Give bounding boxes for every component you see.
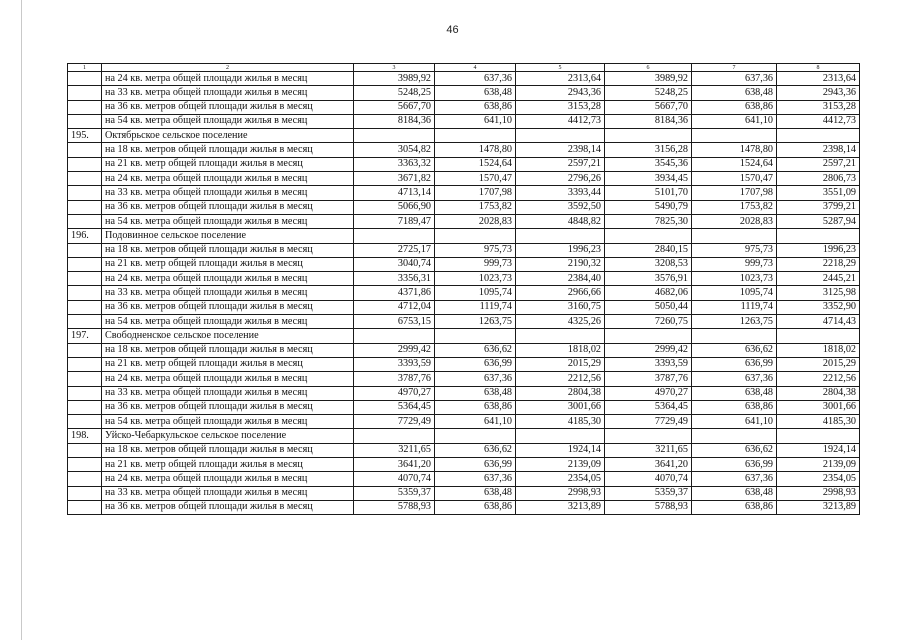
- row-description: на 24 кв. метра общей площади жилья в месяц: [102, 272, 354, 286]
- value-cell: 2015,29: [777, 357, 860, 371]
- empty-index-cell: [68, 72, 102, 86]
- value-cell: 2212,56: [516, 372, 605, 386]
- value-cell: 2398,14: [777, 143, 860, 157]
- column-header-row: [68, 64, 860, 72]
- value-cell: 975,73: [692, 243, 777, 257]
- value-cell: 638,48: [692, 386, 777, 400]
- value-cell: 1924,14: [516, 443, 605, 457]
- value-cell: 3156,28: [605, 143, 692, 157]
- row-description: на 36 кв. метров общей площади жилья в месяц: [102, 500, 354, 514]
- section-row: [68, 129, 860, 143]
- row-description: на 54 кв. метра общей площади жилья в месяц: [102, 315, 354, 329]
- value-cell: 1753,82: [692, 200, 777, 214]
- column-header: 7: [692, 64, 777, 72]
- value-cell: 3213,89: [516, 500, 605, 514]
- value-cell: 636,62: [435, 443, 516, 457]
- row-description: на 18 кв. метров общей площади жилья в месяц: [102, 143, 354, 157]
- table-row: [68, 443, 860, 457]
- row-description: на 21 кв. метр общей площади жилья в месяц: [102, 458, 354, 472]
- section-index: 196.: [68, 229, 102, 243]
- value-cell: 2840,15: [605, 243, 692, 257]
- value-cell: 2015,29: [516, 357, 605, 371]
- value-cell: 636,99: [692, 458, 777, 472]
- value-cell: 5788,93: [354, 500, 435, 514]
- value-cell: 3001,66: [516, 400, 605, 414]
- table-row: [68, 386, 860, 400]
- value-cell: 2804,38: [777, 386, 860, 400]
- value-cell: 636,99: [435, 458, 516, 472]
- value-cell: 3393,59: [354, 357, 435, 371]
- row-description: на 21 кв. метр общей площади жилья в месяц: [102, 157, 354, 171]
- table-row: [68, 315, 860, 329]
- tariff-table: [67, 63, 860, 515]
- empty-index-cell: [68, 243, 102, 257]
- empty-cell: [516, 229, 605, 243]
- value-cell: 2966,66: [516, 286, 605, 300]
- value-cell: 2190,32: [516, 257, 605, 271]
- value-cell: 5359,37: [605, 486, 692, 500]
- table-row: [68, 172, 860, 186]
- value-cell: 4970,27: [605, 386, 692, 400]
- value-cell: 4070,74: [605, 472, 692, 486]
- value-cell: 3208,53: [605, 257, 692, 271]
- value-cell: 4185,30: [777, 415, 860, 429]
- value-cell: 4371,86: [354, 286, 435, 300]
- value-cell: 2218,29: [777, 257, 860, 271]
- value-cell: 1924,14: [777, 443, 860, 457]
- table-row: [68, 486, 860, 500]
- value-cell: 636,99: [435, 357, 516, 371]
- value-cell: 2354,05: [516, 472, 605, 486]
- value-cell: 4848,82: [516, 214, 605, 228]
- value-cell: 1570,47: [692, 172, 777, 186]
- empty-cell: [605, 329, 692, 343]
- value-cell: 641,10: [435, 415, 516, 429]
- value-cell: 2999,42: [354, 343, 435, 357]
- value-cell: 4712,04: [354, 300, 435, 314]
- table-row: [68, 86, 860, 100]
- value-cell: 4185,30: [516, 415, 605, 429]
- row-description: на 36 кв. метров общей площади жилья в месяц: [102, 100, 354, 114]
- value-cell: 5066,90: [354, 200, 435, 214]
- value-cell: 1707,98: [692, 186, 777, 200]
- value-cell: 5287,94: [777, 214, 860, 228]
- column-header: 1: [68, 64, 102, 72]
- value-cell: 4714,43: [777, 315, 860, 329]
- value-cell: 4325,26: [516, 315, 605, 329]
- section-index: 197.: [68, 329, 102, 343]
- value-cell: 3545,36: [605, 157, 692, 171]
- value-cell: 3551,09: [777, 186, 860, 200]
- empty-cell: [692, 329, 777, 343]
- section-row: [68, 329, 860, 343]
- empty-cell: [777, 229, 860, 243]
- value-cell: 3352,90: [777, 300, 860, 314]
- value-cell: 1095,74: [435, 286, 516, 300]
- value-cell: 5788,93: [605, 500, 692, 514]
- value-cell: 5248,25: [605, 86, 692, 100]
- value-cell: 7189,47: [354, 214, 435, 228]
- value-cell: 637,36: [435, 472, 516, 486]
- value-cell: 1263,75: [692, 315, 777, 329]
- column-header: 3: [354, 64, 435, 72]
- value-cell: 999,73: [435, 257, 516, 271]
- table-row: [68, 243, 860, 257]
- table-row: [68, 372, 860, 386]
- row-description: на 21 кв. метр общей площади жилья в месяц: [102, 357, 354, 371]
- value-cell: 3393,44: [516, 186, 605, 200]
- row-description: на 24 кв. метра общей площади жилья в месяц: [102, 472, 354, 486]
- value-cell: 638,86: [692, 100, 777, 114]
- value-cell: 637,36: [692, 472, 777, 486]
- value-cell: 638,48: [692, 86, 777, 100]
- empty-index-cell: [68, 458, 102, 472]
- row-description: на 18 кв. метров общей площади жилья в месяц: [102, 343, 354, 357]
- value-cell: 2384,40: [516, 272, 605, 286]
- value-cell: 636,99: [692, 357, 777, 371]
- value-cell: 1119,74: [435, 300, 516, 314]
- section-row: [68, 229, 860, 243]
- empty-index-cell: [68, 172, 102, 186]
- settlement-name: Октябрьское сельское поселение: [102, 129, 354, 143]
- empty-cell: [605, 229, 692, 243]
- value-cell: 3363,32: [354, 157, 435, 171]
- value-cell: 2999,42: [605, 343, 692, 357]
- row-description: на 18 кв. метров общей площади жилья в месяц: [102, 443, 354, 457]
- column-header: 8: [777, 64, 860, 72]
- value-cell: 1119,74: [692, 300, 777, 314]
- value-cell: 2725,17: [354, 243, 435, 257]
- section-index: 198.: [68, 429, 102, 443]
- empty-index-cell: [68, 157, 102, 171]
- row-description: на 36 кв. метров общей площади жилья в месяц: [102, 400, 354, 414]
- table-row: [68, 186, 860, 200]
- value-cell: 3641,20: [354, 458, 435, 472]
- empty-index-cell: [68, 372, 102, 386]
- value-cell: 2943,36: [777, 86, 860, 100]
- value-cell: 4412,73: [516, 114, 605, 128]
- table-row: [68, 472, 860, 486]
- row-description: на 54 кв. метра общей площади жилья в месяц: [102, 214, 354, 228]
- row-description: на 54 кв. метра общей площади жилья в месяц: [102, 114, 354, 128]
- value-cell: 1996,23: [777, 243, 860, 257]
- empty-index-cell: [68, 257, 102, 271]
- value-cell: 2354,05: [777, 472, 860, 486]
- value-cell: 1818,02: [777, 343, 860, 357]
- empty-index-cell: [68, 415, 102, 429]
- value-cell: 637,36: [435, 72, 516, 86]
- value-cell: 2597,21: [777, 157, 860, 171]
- value-cell: 6753,15: [354, 315, 435, 329]
- row-description: на 24 кв. метра общей площади жилья в месяц: [102, 172, 354, 186]
- value-cell: 8184,36: [354, 114, 435, 128]
- empty-cell: [605, 429, 692, 443]
- value-cell: 4682,06: [605, 286, 692, 300]
- empty-cell: [777, 129, 860, 143]
- column-header: 4: [435, 64, 516, 72]
- value-cell: 2445,21: [777, 272, 860, 286]
- empty-index-cell: [68, 114, 102, 128]
- value-cell: 5248,25: [354, 86, 435, 100]
- value-cell: 3989,92: [605, 72, 692, 86]
- value-cell: 1707,98: [435, 186, 516, 200]
- value-cell: 3211,65: [354, 443, 435, 457]
- table-row: [68, 143, 860, 157]
- value-cell: 2998,93: [777, 486, 860, 500]
- value-cell: 2313,64: [777, 72, 860, 86]
- value-cell: 3989,92: [354, 72, 435, 86]
- table-row: [68, 114, 860, 128]
- value-cell: 637,36: [692, 372, 777, 386]
- empty-cell: [692, 129, 777, 143]
- column-header: 2: [102, 64, 354, 72]
- value-cell: 3393,59: [605, 357, 692, 371]
- table-row: [68, 400, 860, 414]
- value-cell: 3054,82: [354, 143, 435, 157]
- empty-index-cell: [68, 315, 102, 329]
- value-cell: 7729,49: [605, 415, 692, 429]
- value-cell: 2139,09: [516, 458, 605, 472]
- row-description: на 24 кв. метра общей площади жилья в месяц: [102, 372, 354, 386]
- value-cell: 3160,75: [516, 300, 605, 314]
- value-cell: 3799,21: [777, 200, 860, 214]
- value-cell: 5364,45: [354, 400, 435, 414]
- empty-cell: [435, 229, 516, 243]
- value-cell: 3213,89: [777, 500, 860, 514]
- value-cell: 7260,75: [605, 315, 692, 329]
- empty-cell: [354, 129, 435, 143]
- empty-index-cell: [68, 200, 102, 214]
- value-cell: 5667,70: [354, 100, 435, 114]
- empty-index-cell: [68, 286, 102, 300]
- value-cell: 3576,91: [605, 272, 692, 286]
- column-header: 6: [605, 64, 692, 72]
- value-cell: 2212,56: [777, 372, 860, 386]
- value-cell: 641,10: [692, 415, 777, 429]
- value-cell: 641,10: [435, 114, 516, 128]
- empty-index-cell: [68, 100, 102, 114]
- empty-index-cell: [68, 500, 102, 514]
- value-cell: 2597,21: [516, 157, 605, 171]
- value-cell: 637,36: [692, 72, 777, 86]
- value-cell: 1524,64: [692, 157, 777, 171]
- value-cell: 2398,14: [516, 143, 605, 157]
- value-cell: 3641,20: [605, 458, 692, 472]
- value-cell: 636,62: [435, 343, 516, 357]
- empty-index-cell: [68, 386, 102, 400]
- settlement-name: Подовинное сельское поселение: [102, 229, 354, 243]
- empty-index-cell: [68, 357, 102, 371]
- value-cell: 638,48: [435, 486, 516, 500]
- value-cell: 2028,83: [692, 214, 777, 228]
- table-row: [68, 300, 860, 314]
- empty-cell: [516, 129, 605, 143]
- value-cell: 638,86: [435, 100, 516, 114]
- value-cell: 638,48: [692, 486, 777, 500]
- page-number: 46: [446, 24, 459, 36]
- row-description: на 21 кв. метр общей площади жилья в месяц: [102, 257, 354, 271]
- value-cell: 2804,38: [516, 386, 605, 400]
- empty-cell: [516, 429, 605, 443]
- empty-cell: [435, 329, 516, 343]
- table-body: [68, 72, 860, 515]
- value-cell: 1023,73: [435, 272, 516, 286]
- empty-index-cell: [68, 143, 102, 157]
- value-cell: 637,36: [435, 372, 516, 386]
- row-description: на 33 кв. метра общей площади жилья в месяц: [102, 486, 354, 500]
- table-row: [68, 257, 860, 271]
- column-header: 5: [516, 64, 605, 72]
- value-cell: 5101,70: [605, 186, 692, 200]
- row-description: на 33 кв. метра общей площади жилья в месяц: [102, 86, 354, 100]
- empty-cell: [354, 329, 435, 343]
- empty-cell: [435, 429, 516, 443]
- value-cell: 3671,82: [354, 172, 435, 186]
- value-cell: 2028,83: [435, 214, 516, 228]
- value-cell: 5359,37: [354, 486, 435, 500]
- table-row: [68, 357, 860, 371]
- empty-index-cell: [68, 300, 102, 314]
- value-cell: 1753,82: [435, 200, 516, 214]
- table-row: [68, 200, 860, 214]
- value-cell: 975,73: [435, 243, 516, 257]
- value-cell: 636,62: [692, 343, 777, 357]
- row-description: на 54 кв. метра общей площади жилья в месяц: [102, 415, 354, 429]
- value-cell: 3934,45: [605, 172, 692, 186]
- settlement-name: Уйско-Чебаркульское сельское поселение: [102, 429, 354, 443]
- empty-cell: [354, 229, 435, 243]
- value-cell: 1095,74: [692, 286, 777, 300]
- table-row: [68, 214, 860, 228]
- table-row: [68, 286, 860, 300]
- value-cell: 638,48: [435, 86, 516, 100]
- value-cell: 2139,09: [777, 458, 860, 472]
- value-cell: 641,10: [692, 114, 777, 128]
- value-cell: 638,86: [692, 400, 777, 414]
- row-description: на 24 кв. метра общей площади жилья в месяц: [102, 72, 354, 86]
- value-cell: 1524,64: [435, 157, 516, 171]
- value-cell: 3153,28: [777, 100, 860, 114]
- empty-index-cell: [68, 400, 102, 414]
- section-index: 195.: [68, 129, 102, 143]
- value-cell: 3787,76: [354, 372, 435, 386]
- empty-cell: [777, 429, 860, 443]
- value-cell: 1478,80: [692, 143, 777, 157]
- table-row: [68, 157, 860, 171]
- value-cell: 7729,49: [354, 415, 435, 429]
- scan-edge: [21, 0, 22, 640]
- value-cell: 3001,66: [777, 400, 860, 414]
- value-cell: 7825,30: [605, 214, 692, 228]
- value-cell: 4412,73: [777, 114, 860, 128]
- empty-cell: [692, 229, 777, 243]
- settlement-name: Свободненское сельское поселение: [102, 329, 354, 343]
- value-cell: 4970,27: [354, 386, 435, 400]
- empty-cell: [516, 329, 605, 343]
- value-cell: 636,62: [692, 443, 777, 457]
- value-cell: 1023,73: [692, 272, 777, 286]
- value-cell: 1263,75: [435, 315, 516, 329]
- value-cell: 3125,98: [777, 286, 860, 300]
- value-cell: 3592,50: [516, 200, 605, 214]
- table-row: [68, 72, 860, 86]
- empty-index-cell: [68, 186, 102, 200]
- empty-index-cell: [68, 486, 102, 500]
- value-cell: 5364,45: [605, 400, 692, 414]
- value-cell: 2796,26: [516, 172, 605, 186]
- value-cell: 4713,14: [354, 186, 435, 200]
- value-cell: 638,48: [435, 386, 516, 400]
- empty-index-cell: [68, 214, 102, 228]
- value-cell: 1570,47: [435, 172, 516, 186]
- table-row: [68, 458, 860, 472]
- value-cell: 1996,23: [516, 243, 605, 257]
- value-cell: 5667,70: [605, 100, 692, 114]
- value-cell: 3153,28: [516, 100, 605, 114]
- value-cell: 3040,74: [354, 257, 435, 271]
- table-row: [68, 415, 860, 429]
- empty-cell: [777, 329, 860, 343]
- section-row: [68, 429, 860, 443]
- value-cell: 638,86: [692, 500, 777, 514]
- value-cell: 2313,64: [516, 72, 605, 86]
- row-description: на 33 кв. метра общей площади жилья в месяц: [102, 286, 354, 300]
- value-cell: 4070,74: [354, 472, 435, 486]
- empty-cell: [692, 429, 777, 443]
- value-cell: 638,86: [435, 500, 516, 514]
- row-description: на 36 кв. метров общей площади жилья в месяц: [102, 300, 354, 314]
- row-description: на 33 кв. метра общей площади жилья в месяц: [102, 386, 354, 400]
- empty-index-cell: [68, 343, 102, 357]
- value-cell: 3211,65: [605, 443, 692, 457]
- value-cell: 5490,79: [605, 200, 692, 214]
- empty-index-cell: [68, 272, 102, 286]
- empty-cell: [354, 429, 435, 443]
- empty-index-cell: [68, 443, 102, 457]
- value-cell: 3787,76: [605, 372, 692, 386]
- value-cell: 638,86: [435, 400, 516, 414]
- row-description: на 36 кв. метров общей площади жилья в месяц: [102, 200, 354, 214]
- row-description: на 18 кв. метров общей площади жилья в месяц: [102, 243, 354, 257]
- value-cell: 1818,02: [516, 343, 605, 357]
- empty-cell: [605, 129, 692, 143]
- value-cell: 5050,44: [605, 300, 692, 314]
- value-cell: 2998,93: [516, 486, 605, 500]
- empty-index-cell: [68, 86, 102, 100]
- value-cell: 3356,31: [354, 272, 435, 286]
- value-cell: 1478,80: [435, 143, 516, 157]
- table-row: [68, 500, 860, 514]
- value-cell: 2806,73: [777, 172, 860, 186]
- table-row: [68, 343, 860, 357]
- table-row: [68, 272, 860, 286]
- value-cell: 8184,36: [605, 114, 692, 128]
- row-description: на 33 кв. метра общей площади жилья в месяц: [102, 186, 354, 200]
- empty-cell: [435, 129, 516, 143]
- empty-index-cell: [68, 472, 102, 486]
- value-cell: 999,73: [692, 257, 777, 271]
- value-cell: 2943,36: [516, 86, 605, 100]
- table-row: [68, 100, 860, 114]
